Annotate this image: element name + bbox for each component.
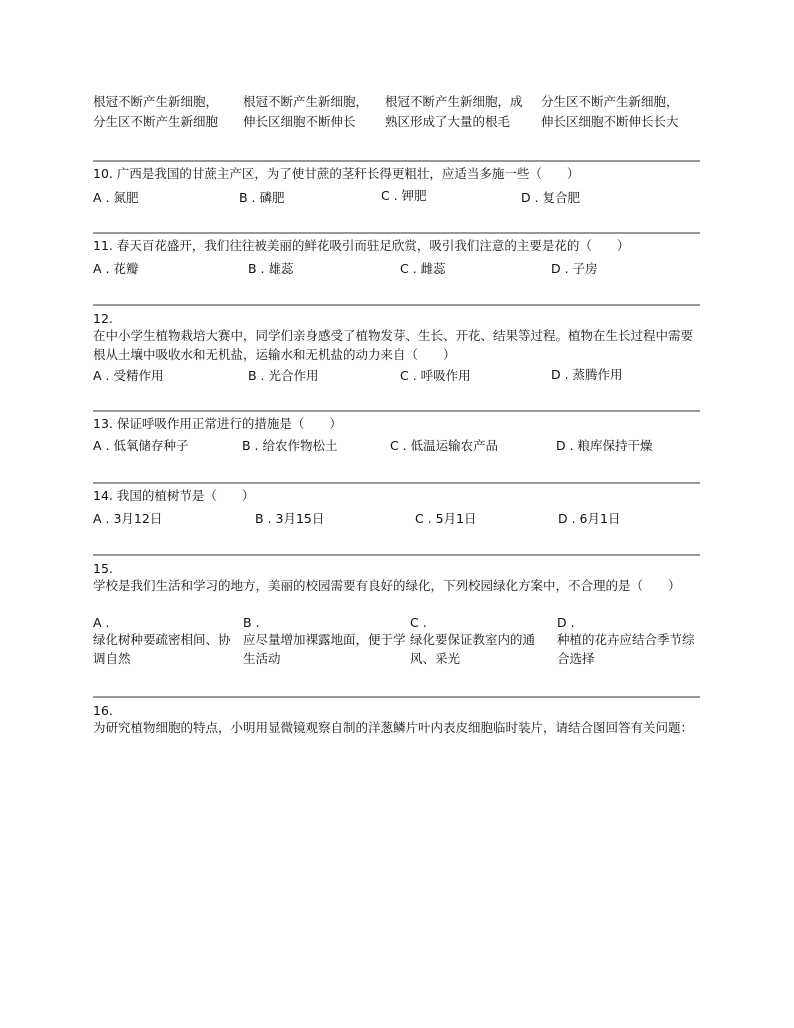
option-b-letter[interactable]: B . xyxy=(243,615,260,630)
option-c-line-1: 根冠不断产生新细胞，成 xyxy=(385,94,523,109)
option-c[interactable]: C . 雌蕊 xyxy=(400,261,446,276)
question-11 xyxy=(93,238,700,280)
option-b[interactable]: B . 光合作用 xyxy=(248,368,319,383)
question-stem: 14. 我国的植树节是（ ） xyxy=(93,488,255,503)
divider xyxy=(93,410,700,412)
option-d-letter[interactable]: D . xyxy=(557,615,575,630)
option-c[interactable]: C . 钾肥 xyxy=(381,188,427,203)
question-12 xyxy=(93,308,700,388)
question-number: 15. xyxy=(93,561,113,576)
option-b[interactable]: B . 雄蕊 xyxy=(248,261,294,276)
question-stem: 10. 广西是我国的甘蔗主产区，为了使甘蔗的茎秆长得更粗壮，应适当多施一些（ ） xyxy=(93,166,580,181)
option-b[interactable]: B . 3月15日 xyxy=(255,511,325,526)
option-c[interactable]: C . 5月1日 xyxy=(415,511,477,526)
option-a[interactable]: A . 花瓣 xyxy=(93,261,139,276)
divider xyxy=(93,696,700,698)
option-a-text[interactable]: 绿化树种要疏密相间、协调自然 xyxy=(93,632,231,666)
question-14 xyxy=(93,488,700,530)
question-10 xyxy=(93,166,700,208)
option-d-line-2: 伸长区细胞不断伸长长大 xyxy=(541,114,679,129)
divider xyxy=(93,304,700,306)
question-stem: 为研究植物细胞的特点，小明用显微镜观察自制的洋葱鳞片叶内表皮细胞临时装片，请结合图回答有关问题： xyxy=(93,720,694,735)
question-9-options xyxy=(93,94,700,134)
question-stem: 11. 春天百花盛开，我们往往被美丽的鲜花吸引而驻足欣赏，吸引我们注意的主要是花的（ ） xyxy=(93,238,630,253)
divider xyxy=(93,160,700,162)
divider xyxy=(93,232,700,234)
option-a[interactable]: A . 低氧储存种子 xyxy=(93,438,189,453)
option-a[interactable]: A . 受精作用 xyxy=(93,368,164,383)
option-a-line-1: 根冠不断产生新细胞， xyxy=(93,94,219,109)
option-c-text[interactable]: 绿化要保证教室内的通风、采光 xyxy=(410,632,536,666)
question-number: 12. xyxy=(93,311,113,326)
option-c[interactable]: C . 呼吸作用 xyxy=(400,368,471,383)
question-13 xyxy=(93,416,700,458)
question-stem: 在中小学生植物栽培大赛中，同学们亲身感受了植物发芽、生长、开花、结果等过程。植物在生长过程中需要根从土壤中吸收水和无机盐，运输水和无机盐的动力来自（ ） xyxy=(93,328,694,362)
divider xyxy=(93,554,700,556)
divider xyxy=(93,482,700,484)
question-15 xyxy=(93,558,700,670)
option-a-line-2: 分生区不断产生新细胞 xyxy=(93,114,219,129)
option-c[interactable]: C . 低温运输农产品 xyxy=(390,438,499,453)
question-number: 16. xyxy=(93,703,113,718)
question-stem: 13. 保证呼吸作用正常进行的措施是（ ） xyxy=(93,416,342,431)
option-a-letter[interactable]: A . xyxy=(93,615,110,630)
question-stem: 学校是我们生活和学习的地方，美丽的校园需要有良好的绿化，下列校园绿化方案中，不合理的是（ ） xyxy=(93,578,681,593)
option-d-line-1: 分生区不断产生新细胞， xyxy=(541,94,679,109)
option-b-line-1: 根冠不断产生新细胞， xyxy=(243,94,369,109)
option-d[interactable]: D . 复合肥 xyxy=(521,190,581,205)
option-c-line-2: 熟区形成了大量的根毛 xyxy=(385,114,511,129)
question-16 xyxy=(93,700,700,760)
option-d[interactable]: D . 子房 xyxy=(551,261,598,276)
option-d[interactable]: D . 6月1日 xyxy=(558,511,621,526)
option-d[interactable]: D . 粮库保持干燥 xyxy=(556,438,653,453)
option-b-text[interactable]: 应尽量增加裸露地面，便于学生活动 xyxy=(243,632,406,666)
option-b[interactable]: B . 给农作物松土 xyxy=(242,438,338,453)
option-d[interactable]: D . 蒸腾作用 xyxy=(551,367,623,382)
option-b[interactable]: B . 磷肥 xyxy=(239,190,285,205)
option-d-text[interactable]: 种植的花卉应结合季节综合选择 xyxy=(557,632,695,666)
option-a[interactable]: A . 3月12日 xyxy=(93,511,163,526)
option-a[interactable]: A . 氮肥 xyxy=(93,190,139,205)
option-b-line-2: 伸长区细胞不断伸长 xyxy=(243,114,356,129)
option-c-letter[interactable]: C . xyxy=(410,615,427,630)
